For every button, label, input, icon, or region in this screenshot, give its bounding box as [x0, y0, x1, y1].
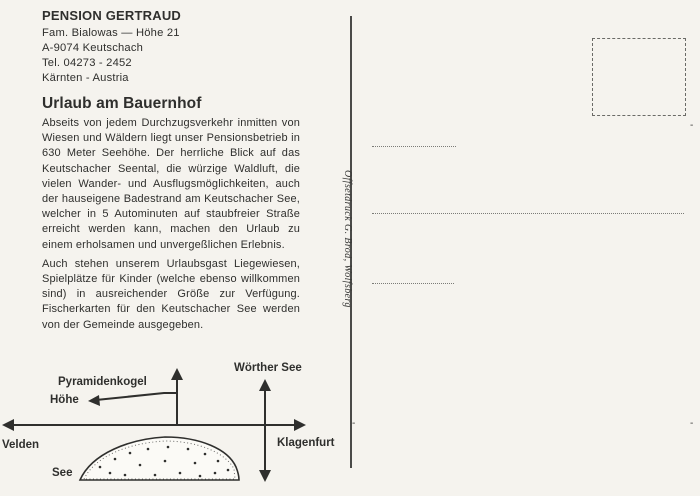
region-line: Kärnten - Austria — [42, 72, 129, 84]
label-klagenfurt: Klagenfurt — [277, 437, 335, 449]
corner-mark-top: - — [690, 120, 694, 131]
arrow-up-right-icon — [259, 379, 271, 391]
address-line-2 — [372, 213, 684, 214]
label-hoehe: Höhe — [50, 394, 79, 406]
label-see: See — [52, 467, 73, 479]
paragraph-2: Auch stehen unserem Urlaubsgast Liegewiesen, Spielplätze für Kinder (welche ebenso willkommen sind) in ausreichender Größe zur Verfügung. Fischerkarten für den Keutschacher See werden von der Gemeinde ausgegeben. — [42, 257, 300, 331]
arrow-right-icon — [294, 419, 306, 431]
label-velden: Velden — [2, 439, 40, 451]
printer-credit: Offsetdruck G. Brod, Wolfsberg — [342, 170, 353, 308]
label-pyramidenkogel: Pyramidenkogel — [58, 376, 147, 388]
arrow-left-small-icon — [88, 395, 100, 406]
pension-name: PENSION GERTRAUD — [42, 8, 181, 23]
label-woerther-see: Wörther See — [234, 362, 302, 374]
phone-line: Tel. 04273 - 2452 — [42, 57, 132, 69]
section-heading: Urlaub am Bauernhof — [42, 95, 202, 112]
description — [42, 116, 300, 337]
road-hoehe — [96, 393, 177, 400]
address-block — [42, 8, 302, 86]
paragraph-1: Abseits von jedem Durchzugsverkehr inmitten von Wiesen und Wäldern liegt unser Pensionsbetrieb in 630 Meter Seehöhe. Der herrliche Blick auf das Keutschacher Seental, die würzige Waldluft, die vielen Wander- und Ausflugsmöglichkeiten, auch der hauseigene Badestrand am Keutschacher See, welcher in 5 Autominuten auf staubfreier Straße erreicht werden kann, machen den Urlaub zu einem erholsamen und unvergeßlichen Erlebnis. — [42, 117, 300, 251]
address-line-3 — [372, 283, 454, 284]
family-line: Fam. Bialowas — Höhe 21 — [42, 27, 180, 39]
corner-mark-right: - — [690, 418, 694, 429]
address-line-1 — [372, 146, 456, 147]
stamp-box — [592, 38, 686, 116]
postal-line: A-9074 Keutschach — [42, 42, 144, 54]
arrow-up-icon — [171, 368, 183, 380]
corner-mark-bottom: - — [352, 418, 356, 429]
location-sketch-map — [0, 355, 340, 496]
arrow-left-icon — [2, 419, 14, 431]
arrow-down-icon — [259, 470, 271, 482]
